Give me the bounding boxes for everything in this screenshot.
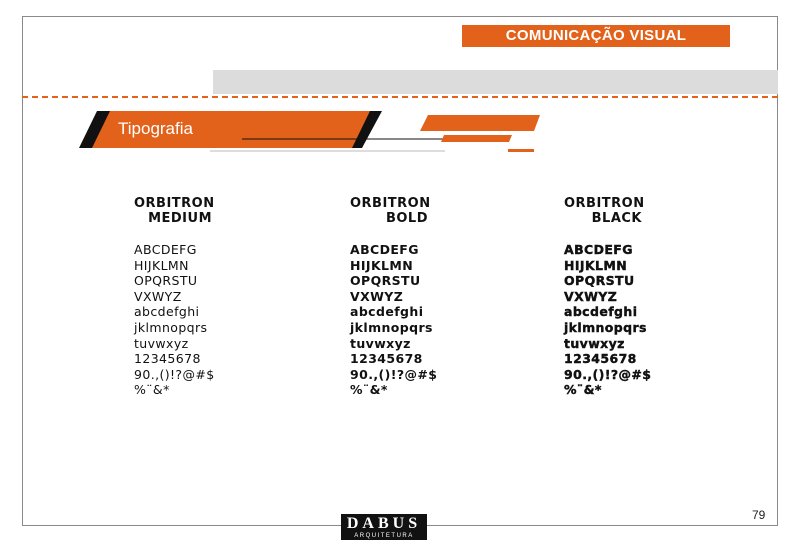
font-column-black: [564, 196, 694, 398]
glyph-line: tuvwxyz: [350, 335, 411, 351]
glyph-line: abcdefghi: [564, 304, 638, 320]
glyph-line: OPQRSTU: [564, 273, 635, 289]
section-title: Tipografia: [118, 119, 193, 138]
glyph-line: %¨&*: [564, 382, 602, 398]
accent-bar-1: [420, 115, 540, 131]
glyph-line: jklmnopqrs: [134, 319, 208, 335]
font-family-label: ORBITRON: [134, 196, 215, 211]
glyph-line: jklmnopqrs: [350, 319, 433, 335]
font-weight-label: BOLD: [385, 211, 428, 226]
accent-bar-2: [441, 135, 512, 142]
glyph-line: 12345678: [134, 351, 201, 367]
glyph-line: ABCDEFG: [350, 242, 419, 257]
font-name-bold: [350, 196, 480, 226]
glyph-line: jklmnopqrs: [564, 319, 647, 335]
font-weight-label: BLACK: [591, 211, 642, 226]
glyph-sample-medium: [134, 242, 264, 398]
page-number: 79: [752, 508, 766, 522]
glyph-line: VXWYZ: [350, 288, 404, 304]
glyph-line: HIJKLMN: [134, 257, 189, 273]
glyph-line: 12345678: [564, 351, 637, 367]
glyph-line: VXWYZ: [134, 288, 182, 304]
glyph-line: %¨&*: [350, 382, 388, 398]
glyph-line: abcdefghi: [134, 304, 200, 320]
glyph-line: tuvwxyz: [564, 335, 625, 351]
glyph-line: tuvwxyz: [134, 335, 189, 351]
font-weight-label: MEDIUM: [148, 211, 212, 226]
glyph-line: 12345678: [350, 351, 423, 367]
font-column-bold: [350, 196, 480, 398]
glyph-line: VXWYZ: [564, 288, 618, 304]
logo-subtitle: ARQUITETURA: [354, 533, 414, 539]
glyph-sample-bold: [350, 242, 480, 398]
glyph-line: 90.,()!?@#$: [564, 366, 652, 382]
font-family-label: ORBITRON: [564, 196, 645, 211]
glyph-line: ABCDEFG: [564, 242, 633, 257]
font-column-medium: [134, 196, 264, 398]
glyph-line: ABCDEFG: [134, 242, 197, 257]
glyph-line: abcdefghi: [350, 304, 424, 320]
logo-wordmark: DABUS: [346, 515, 422, 532]
glyph-line: OPQRSTU: [134, 273, 198, 289]
glyph-line: OPQRSTU: [350, 273, 421, 289]
dabus-logo: [341, 514, 427, 540]
glyph-line: HIJKLMN: [564, 257, 628, 273]
glyph-line: 90.,()!?@#$: [350, 366, 438, 382]
glyph-line: 90.,()!?@#$: [134, 366, 215, 382]
accent-bar-3: [508, 149, 534, 152]
font-family-label: ORBITRON: [350, 196, 431, 211]
font-name-black: [564, 196, 694, 226]
font-name-medium: [134, 196, 264, 226]
header-title: COMUNICAÇÃO VISUAL: [462, 25, 730, 47]
glyph-sample-black: [564, 242, 694, 398]
glyph-line: HIJKLMN: [350, 257, 414, 273]
glyph-line: %¨&*: [134, 382, 170, 398]
